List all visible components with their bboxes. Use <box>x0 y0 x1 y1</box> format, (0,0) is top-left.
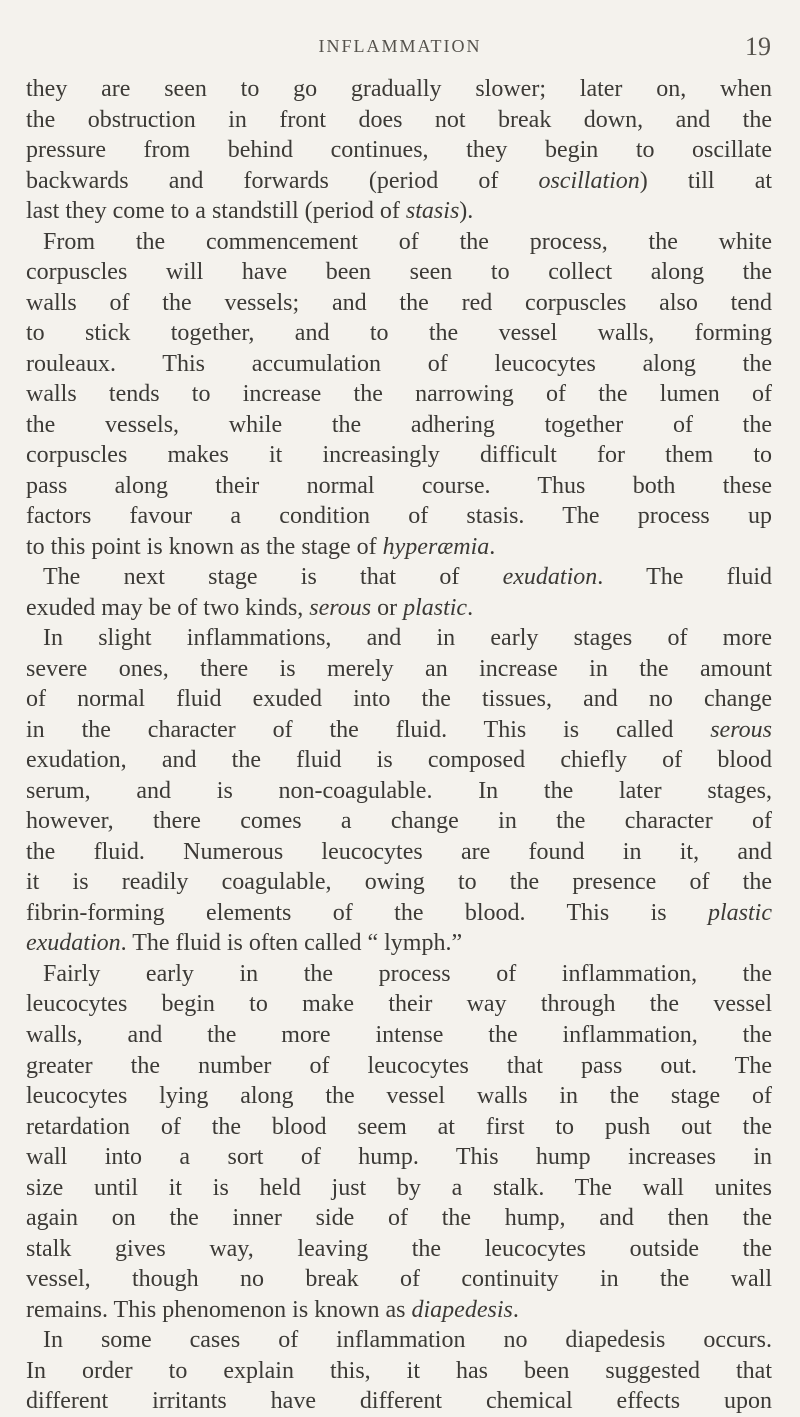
text-run: serum, and is non-coagulable. In the later stages, <box>26 777 772 804</box>
text-run: stalk gives way, leaving the leucocytes outside the <box>26 1235 772 1262</box>
text-line <box>26 1112 772 1143</box>
text-line <box>26 837 772 868</box>
text-run: last they come to a standstill (period of <box>26 198 406 225</box>
text-run: In some cases of inflammation no diapedesis occurs. <box>43 1327 772 1354</box>
text-run: exuded may be of two kinds, <box>26 594 310 621</box>
text-line <box>26 867 772 898</box>
text-line <box>26 166 772 197</box>
text-line <box>26 379 772 410</box>
italic-term: stasis <box>405 198 460 225</box>
text-run: or <box>371 594 404 621</box>
text-line <box>26 105 772 136</box>
text-run: corpuscles makes it increasingly difficult for them to <box>26 442 772 469</box>
text-run: From the commencement of the process, the white <box>43 228 772 255</box>
text-run: fibrin-forming elements of the blood. This is <box>26 899 708 926</box>
text-line <box>26 532 772 563</box>
text-line <box>26 1295 772 1326</box>
italic-term: hyperæmia <box>382 533 490 560</box>
text-run: The next stage is that of <box>43 564 503 591</box>
text-line <box>26 135 772 166</box>
text-line <box>26 806 772 837</box>
page-number: 19 <box>745 32 771 61</box>
text-run: rouleaux. This accumulation of leucocytes along the <box>26 350 772 377</box>
text-line <box>26 1234 772 1265</box>
text-run: In slight inflammations, and in early stages of more <box>43 625 772 652</box>
italic-term: plastic <box>403 594 468 621</box>
text-run: ) till at <box>639 167 772 194</box>
text-run: to this point is known as the stage of <box>26 533 383 560</box>
text-run: leucocytes begin to make their way through the vessel <box>26 991 772 1018</box>
text-line <box>26 440 772 471</box>
text-run: of normal fluid exuded into the tissues, and no change <box>26 686 772 713</box>
text-run: ). <box>459 198 474 225</box>
text-run: again on the inner side of the hump, and then the <box>26 1205 772 1232</box>
text-line <box>26 1173 772 1204</box>
page-header <box>0 34 800 64</box>
text-run: pass along their normal course. Thus both these <box>26 472 772 499</box>
italic-term: serous <box>710 716 772 743</box>
text-run: severe ones, there is merely an increase in the amount <box>26 655 772 682</box>
text-run: . <box>467 594 474 621</box>
italic-term: diapedesis <box>411 1296 513 1323</box>
text-line <box>26 562 772 593</box>
italic-term: plastic <box>708 899 772 926</box>
text-line <box>26 928 772 959</box>
text-line <box>26 471 772 502</box>
text-run: retardation of the blood seem at first to push out the <box>26 1113 772 1140</box>
text-run: pressure from behind continues, they begin to oscillate <box>26 137 772 164</box>
text-line <box>26 196 772 227</box>
text-run: wall into a sort of hump. This hump increases in <box>26 1144 772 1171</box>
text-line <box>26 1051 772 1082</box>
text-line <box>26 715 772 746</box>
text-run: exudation, and the fluid is composed chiefly of blood <box>26 747 772 774</box>
text-line <box>26 410 772 441</box>
text-run: walls of the vessels; and the red corpuscles also tend <box>26 289 772 316</box>
text-run: the fluid. Numerous leucocytes are found in it, and <box>26 838 772 865</box>
text-line <box>26 1264 772 1295</box>
text-line <box>26 349 772 380</box>
text-run: size until it is held just by a stalk. The wall unites <box>26 1174 772 1201</box>
text-line <box>26 74 772 105</box>
text-run: walls tends to increase the narrowing of the lumen of <box>26 381 772 408</box>
text-line <box>26 745 772 776</box>
text-line <box>26 1386 772 1417</box>
text-line <box>26 1203 772 1234</box>
text-run: remains. This phenomenon is known as <box>26 1296 412 1323</box>
text-run: . The fluid <box>597 564 772 591</box>
text-run: Fairly early in the process of inflammation, the <box>43 960 772 987</box>
text-run: factors favour a condition of stasis. The process up <box>26 503 772 530</box>
text-line <box>26 898 772 929</box>
text-run: In order to explain this, it has been suggested that <box>26 1357 772 1384</box>
italic-term: exudation <box>26 930 121 957</box>
text-run: the vessels, while the adhering together of the <box>26 411 772 438</box>
text-run: to stick together, and to the vessel walls, forming <box>26 320 772 347</box>
text-line <box>26 1356 772 1387</box>
running-head: INFLAMMATION <box>318 36 482 56</box>
text-run: in the character of the fluid. This is called <box>26 716 711 743</box>
text-run: different irritants have different chemical effects upon <box>26 1388 772 1415</box>
text-line <box>26 1081 772 1112</box>
text-run: it is readily coagulable, owing to the presence of the <box>26 869 772 896</box>
text-line <box>26 318 772 349</box>
italic-term: oscillation <box>538 167 640 194</box>
text-run: leucocytes lying along the vessel walls in the stage of <box>26 1083 772 1110</box>
text-run: . <box>512 1296 519 1323</box>
text-run: they are seen to go gradually slower; later on, when <box>26 76 772 102</box>
text-run: corpuscles will have been seen to collect along the <box>26 259 772 286</box>
text-line <box>26 1325 772 1356</box>
italic-term: exudation <box>502 564 598 591</box>
text-line <box>26 776 772 807</box>
text-line <box>26 654 772 685</box>
text-line <box>26 257 772 288</box>
text-line <box>26 288 772 319</box>
text-run: vessel, though no break of continuity in the wall <box>26 1266 772 1293</box>
text-line <box>26 1020 772 1051</box>
italic-term: serous <box>309 594 372 621</box>
text-line <box>26 684 772 715</box>
text-line <box>26 989 772 1020</box>
text-run: backwards and forwards (period of <box>26 167 539 194</box>
text-line <box>26 1142 772 1173</box>
text-line <box>26 623 772 654</box>
body-text <box>26 74 772 1417</box>
text-line <box>26 593 772 624</box>
text-run: . The fluid is often called “ lymph.” <box>120 930 463 957</box>
text-run: walls, and the more intense the inflammation, the <box>26 1021 772 1048</box>
text-line <box>26 501 772 532</box>
text-run: greater the number of leucocytes that pass out. The <box>26 1052 772 1079</box>
text-run: however, there comes a change in the character of <box>26 808 772 835</box>
text-line <box>26 959 772 990</box>
text-run: . <box>489 533 496 560</box>
text-run: the obstruction in front does not break down, and the <box>26 106 772 133</box>
text-line <box>26 227 772 258</box>
